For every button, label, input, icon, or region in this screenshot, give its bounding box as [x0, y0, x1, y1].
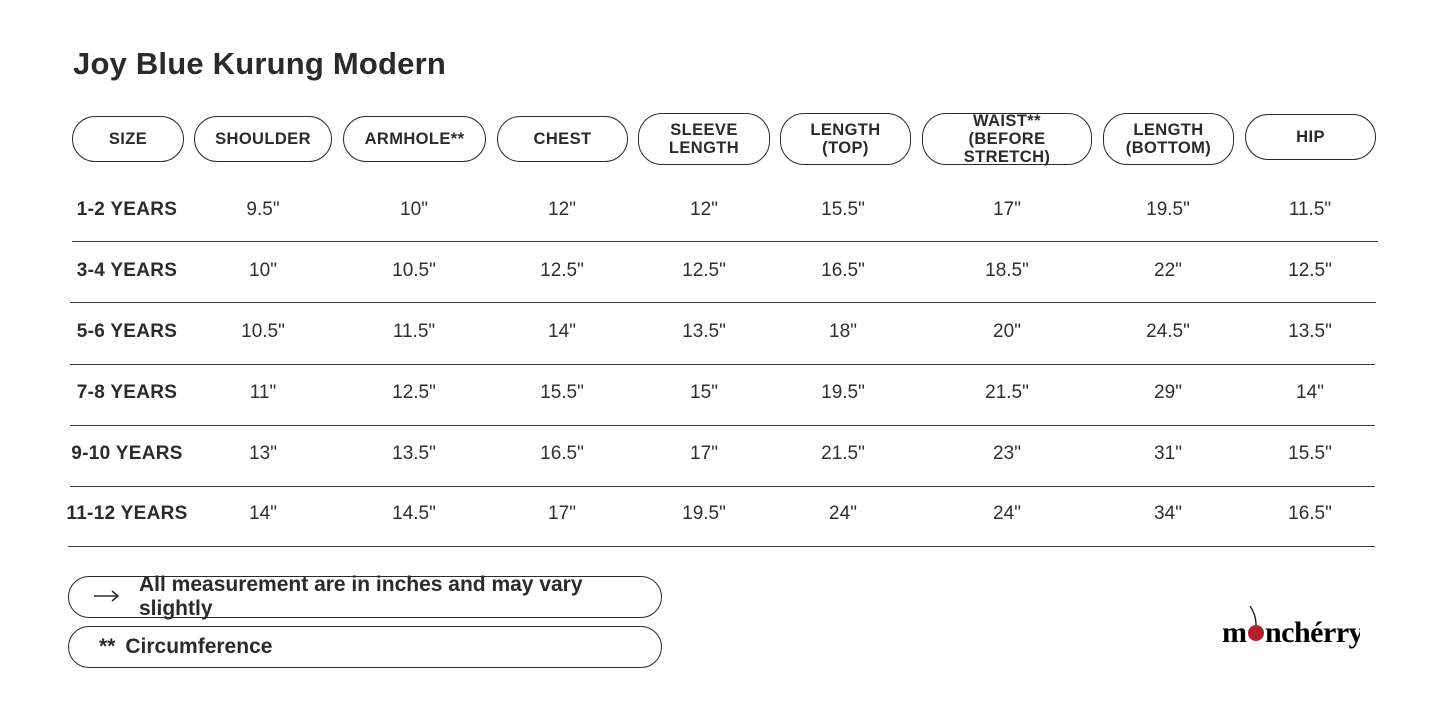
table-cell: 12": [548, 199, 576, 220]
table-cell: 22": [1154, 260, 1182, 281]
table-cell: 21.5": [821, 443, 865, 464]
table-cell: 13.5": [1288, 321, 1332, 342]
table-cell: 15.5": [1288, 443, 1332, 464]
table-cell: 14.5": [392, 503, 436, 524]
table-cell: 10": [400, 199, 428, 220]
table-cell: 34": [1154, 503, 1182, 524]
table-cell: 19.5": [821, 382, 865, 403]
table-cell: 29": [1154, 382, 1182, 403]
size-label: 1-2 YEARS: [76, 199, 178, 220]
size-label: 3-4 YEARS: [76, 260, 178, 281]
arrow-right-icon: [93, 585, 121, 609]
table-cell: 10.5": [241, 321, 285, 342]
table-cell: 24": [993, 503, 1021, 524]
table-cell: 17": [993, 199, 1021, 220]
header-4: SLEEVE LENGTH: [638, 113, 770, 165]
row-divider: [70, 364, 1375, 365]
header-2: ARMHOLE**: [343, 116, 486, 162]
header-3: CHEST: [497, 116, 628, 162]
table-cell: 9.5": [246, 199, 280, 220]
row-divider: [70, 302, 1376, 303]
table-cell: 11.5": [1288, 199, 1332, 220]
table-cell: 16.5": [1288, 503, 1332, 524]
table-cell: 31": [1154, 443, 1182, 464]
size-label: 9-10 YEARS: [71, 443, 183, 464]
table-cell: 19.5": [1146, 199, 1190, 220]
row-divider: [72, 241, 1378, 242]
measurement-note: [68, 573, 662, 620]
table-cell: 14": [1296, 382, 1324, 403]
table-cell: 16.5": [821, 260, 865, 281]
size-label: 11-12 YEARS: [66, 503, 188, 524]
table-cell: 23": [993, 443, 1021, 464]
table-cell: 12.5": [1288, 260, 1332, 281]
table-cell: 10.5": [392, 260, 436, 281]
row-divider: [70, 486, 1375, 487]
header-7: LENGTH (BOTTOM): [1103, 113, 1234, 165]
size-label: 5-6 YEARS: [76, 321, 178, 342]
table-cell: 10": [249, 260, 277, 281]
table-cell: 17": [690, 443, 718, 464]
table-cell: 24.5": [1146, 321, 1190, 342]
table-cell: 14": [249, 503, 277, 524]
size-label: 7-8 YEARS: [76, 382, 178, 403]
table-cell: 18.5": [985, 260, 1029, 281]
header-0: SIZE: [72, 116, 184, 162]
table-cell: 11": [249, 382, 277, 403]
header-8: HIP: [1245, 114, 1376, 160]
circumference-note-text: Circumference: [125, 635, 273, 658]
svg-text:m: m: [1222, 616, 1247, 649]
table-cell: 12.5": [682, 260, 726, 281]
row-divider: [68, 546, 1375, 547]
table-cell: 19.5": [682, 503, 726, 524]
table-cell: 14": [548, 321, 576, 342]
table-cell: 12.5": [392, 382, 436, 403]
table-cell: 13.5": [682, 321, 726, 342]
measurement-note-text: All measurement are in inches and may vary slightly: [139, 573, 583, 620]
page-title: Joy Blue Kurung Modern: [73, 46, 446, 81]
header-5: LENGTH (TOP): [780, 113, 911, 165]
header-1: SHOULDER: [194, 116, 332, 162]
header-6: WAIST** (BEFORE STRETCH): [922, 113, 1092, 165]
table-cell: 17": [548, 503, 576, 524]
table-cell: 18": [829, 321, 857, 342]
table-cell: 15.5": [540, 382, 584, 403]
table-cell: 24": [829, 503, 857, 524]
circumference-note: [68, 626, 662, 668]
table-cell: 21.5": [985, 382, 1029, 403]
table-cell: 13.5": [392, 443, 436, 464]
table-cell: 20": [993, 321, 1021, 342]
circumference-mark: **: [99, 635, 116, 658]
brand-logo: [1220, 602, 1360, 652]
table-cell: 16.5": [540, 443, 584, 464]
table-cell: 12": [690, 199, 718, 220]
table-cell: 15.5": [821, 199, 865, 220]
table-cell: 15": [690, 382, 718, 403]
table-cell: 11.5": [392, 321, 436, 342]
svg-text:nchérry: nchérry: [1265, 616, 1360, 649]
table-cell: 12.5": [540, 260, 584, 281]
row-divider: [70, 425, 1375, 426]
table-cell: 13": [249, 443, 277, 464]
